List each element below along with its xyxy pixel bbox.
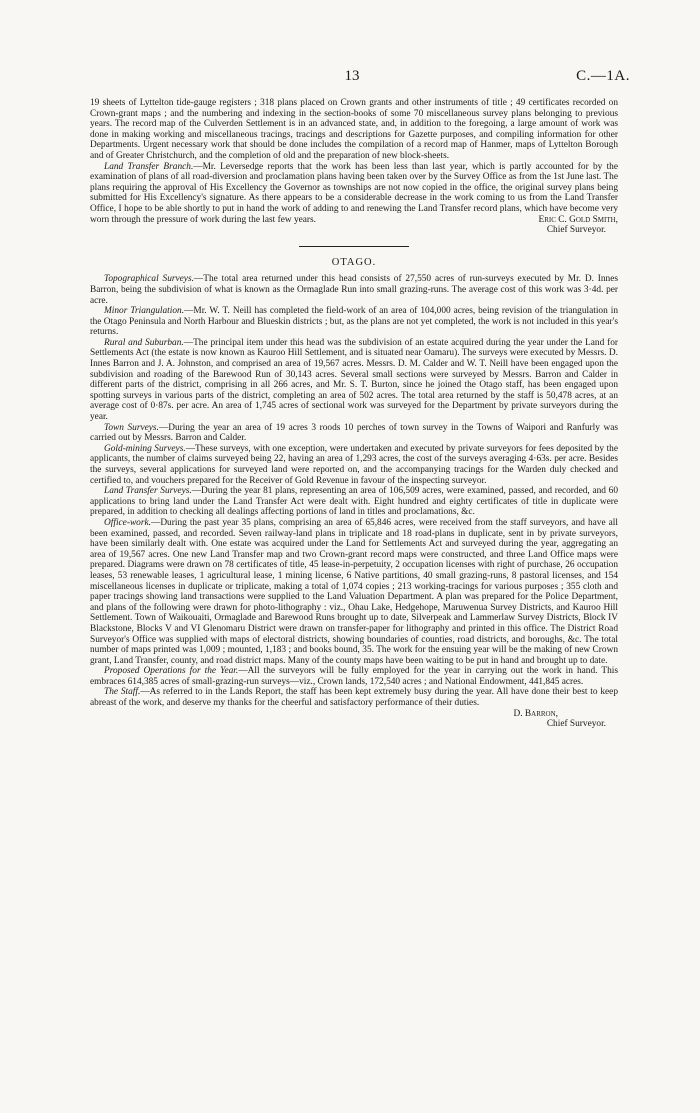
paragraph-heading: Minor Triangulation. [104,306,185,317]
otago-section-title: OTAGO. [331,256,377,268]
paragraph-heading: Land Transfer Surveys. [104,486,192,497]
otago-paragraph [90,306,618,338]
paragraph-heading: Office-work. [104,517,151,528]
page-body [90,98,618,730]
otago-paragraph [90,486,618,518]
paragraph-text: —During the past year 35 plans, comprising an area of 65,846 acres, were received from the staff surveyors, and have all been examined, passed, and recorded. Seven railway-land plans in triplicate and 18 road-plans in duplicate, sent in by private surveyors, have been similarly dealt with. One estate was acquired under the Land for Settlements Act and surveyed during the year, aggregating an area of 19,567 acres. One new Land Transfer map and two Crown-grant record maps were constructed, and three Land Office maps were prepared. Diagrams were drawn on 78 certificates of title, 45 lease-in-perpetuity, 2 occupation licenses with right of purchase, 26 occupation leases, 53 renewable leases, 1 agricultural lease, 1 mining license, 6 Native partitions, 40 small grazing-runs, 8 pastoral licenses, and 154 miscellaneous licenses in duplicate or triplicate, making a total of 1,074 copies ; 213 working-tracings for various purposes ; 355 cloth and paper tracings showing land transactions were supplied to the Land Valuation Department. A plan was prepared for the Police Department, and plans of the following were drawn for photo-lithography : viz., Ohau Lake, Hedgehope, Maruwenua Survey Districts, and Kauroo Hill Settlement. Town of Waikouaiti, Ormaglade and Barewood Runs brought up to date, Silverpeak and Lammerlaw Survey Districts, Block IV Blackstone, Blocks V and VI Glenomaru District were drawn on transfer-paper for lithography and printed in this office. The District Road Surveyor's Office was supplied with maps of electoral districts, showing boundaries of counties, road districts, and boroughs, &c. The total number of maps printed was 1,009 ; mounted, 1,183 ; and books bound, 35. The work for the ensuing year will be the making of new Crown grant, Land Transfer, county, and road district maps. Many of the county maps have been waiting to be put in hand and brought up to date. [90,517,618,666]
otago-paragraph [90,666,618,687]
paragraph-text: —The principal item under this head was the subdivision of an estate acquired during the year under the Land for Settlements Act (the estate is now known as Kauroo Hill Settlement, and is situated near Oamaru). The surveys were executed by Messrs. D. Innes Barron and J. A. Johnston, and comprised an area of 19,567 acres. Messrs. D. M. Calder and W. T. Neill have been engaged upon the subdivision and roading of the Barewood Run of 30,143 acres. Several small sections were surveyed by Messrs. Barron and Calder in different parts of the district, comprising in all 266 acres, and Mr. S. T. Burton, since he joined the Otago staff, has been engaged upon spotting surveys in various parts of the district, completing an area of 502 acres. The total area returned by the staff is 50,478 acres, at an average cost of 0·87s. per acre. An area of 1,745 acres of sectional work was surveyed for the Department by private surveyors during the year. [90,337,618,423]
otago-signature-name: D. Barron, [513,708,558,719]
otago-paragraph [90,518,618,666]
section-divider [299,246,409,247]
page-header [0,68,700,88]
otago-signature-role: Chief Surveyor. [546,719,606,730]
paragraph-text: —Mr. Leversedge reports that the work has been less than last year, which is partly accounted for by the examination of plans of all road-diversion and proclamation plans having been taken over by the Survey Office as from the 1st June last. The plans requiring the approval of His Excellency the Governor as townships are not now copied in the office, the original survey plans being submitted for His Excellency's signature. As there appears to be a considerable decrease in the work coming to us from the Land Transfer Office, I hope to be able shortly to put in hand the work of adding to and renewing the Land Transfer record plans, which have become very worn through the pressure of work during the last few years. [90,161,618,225]
otago-paragraph [90,274,618,306]
paragraph-heading: The Staff. [104,687,141,698]
paragraph-heading: Town Surveys. [104,422,159,433]
paragraph-text: —During the year 81 plans, representing an area of 106,509 acres, were examined, passed, and recorded, and 60 applications to bring land under the Land Transfer Act were dealt with. Eight hundred and eighty certificates of title in duplicate were prepared, in addition to checking all dealings affecting portions of land in titles and proclamations, &c. [90,486,618,518]
paragraph-text: —These surveys, with one exception, were undertaken and executed by private surveyors for fees deposited by the applicants, the number of claims surveyed being 22, having an area of 1,293 acres, the cost of the surveys averaging 4·63s. per acre. Besides the surveys, several applications for surveyed land were reported on, and the accompanying tracings for the Warden duly checked and certified to, and vouchers prepared for the Receiver of Gold Revenue in favour of the inspecting surveyor. [90,443,618,486]
paragraph-text: —The total area returned under this head consists of 27,550 acres of run-surveys executed by Mr. D. Innes Barron, being the subdivision of what is known as the Ormaglade Run into small grazing-runs. The average cost of this work was 3·4d. per acre. [90,274,618,306]
land-transfer-branch-paragraph [90,162,618,226]
paragraph-heading: Proposed Operations for the Year. [104,666,239,677]
page-number: 13 [344,68,360,84]
otago-paragraph [90,338,618,423]
otago-paragraph [90,444,618,486]
canterbury-signature-name: Eric C. Gold Smith, [538,214,618,225]
paragraph-text: —As referred to in the Lands Report, the staff has been kept extremely busy during the year. All have done their best to keep abreast of the work, and deserve my thanks for the cheerful and satisfactory performance of their duties. [90,687,618,709]
paragraph-text: —Mr. W. T. Neill has completed the field-work of an area of 104,000 acres, being revision of the triangulation in the Otago Peninsula and North Harbour and Blueskin districts ; but, as the plans are not yet completed, the work is not included in this year's returns. [90,306,618,338]
paragraph-heading: Land Transfer Branch. [104,161,194,172]
paragraph-text: —During the year an area of 19 acres 3 roods 10 perches of town survey in the Towns of Waipori and Ranfurly was carried out by Messrs. Barron and Calder. [90,422,618,444]
canterbury-continuation-paragraph: 19 sheets of Lyttelton tide-gauge registers ; 318 plans placed on Crown grants and other instruments of title ; 49 certificates recorded on Crown-grant maps ; and the numbering and indexing in the section-books of some 70 miscellaneous survey plans belonging to previous years. The record map of the Culverden Settlement is in an advanced state, and, in addition to the foregoing, a large amount of work was done in making working and miscellaneous tracings, tracings and descriptions for Gazette purposes, and compiling information for other Departments. Urgent necessary work that should be done includes the compilation of a record map of Hanmer, maps of Lyttelton Borough and of Greater Christchurch, and the completion of old and the preparation of new block-sheets. [90,98,618,161]
otago-paragraph [90,687,618,708]
paragraph-heading: Gold-mining Surveys. [104,443,186,454]
otago-paragraphs [90,274,618,708]
paragraph-heading: Topographical Surveys. [104,274,194,285]
paragraph-heading: Rural and Suburban. [104,337,184,348]
canterbury-signature-role: Chief Surveyor. [546,225,606,236]
document-reference: C.—1A. [576,68,630,84]
paragraph-text: —All the surveyors will be fully employed for the year in carrying out the work in hand. This embraces 614,385 acres of small-grazing-run surveys—viz., Crown lands, 172,540 acres ; and National Endowment, 441,845 acres. [90,666,619,687]
otago-paragraph [90,423,618,444]
